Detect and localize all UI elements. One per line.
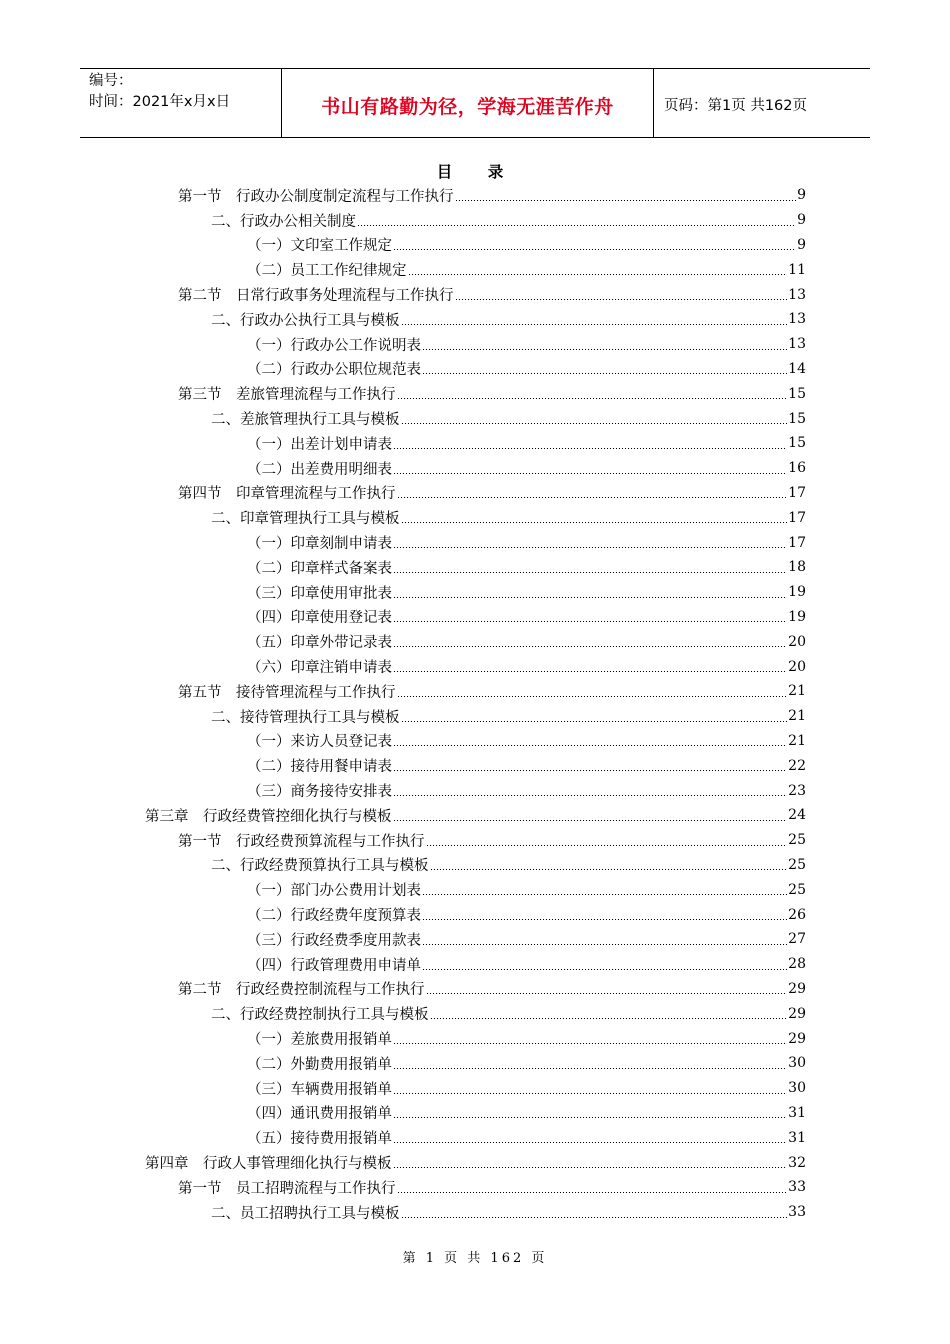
toc-dot-leader: [393, 572, 787, 573]
toc-entry-title: （一）印章刻制申请表: [247, 536, 392, 553]
toc-dot-leader: [422, 349, 787, 350]
toc-entry-title: （二）接待用餐申请表: [247, 759, 392, 776]
toc-entry-title: 第三章 行政经费管控细化执行与模板: [145, 808, 392, 825]
toc-entry[interactable]: [247, 357, 806, 382]
toc-entry-page: 25: [788, 881, 806, 898]
toc-entry-page: 9: [797, 212, 806, 229]
toc-entry-title: （二）行政办公职位规范表: [247, 362, 421, 379]
toc-dot-leader: [397, 497, 788, 498]
toc-dot-leader: [430, 869, 788, 870]
toc-entry[interactable]: [247, 555, 806, 580]
toc-entry-title: （一）差旅费用报销单: [247, 1032, 392, 1049]
toc-entry-title: （五）接待费用报销单: [247, 1131, 392, 1148]
toc-entry-page: 31: [788, 1129, 806, 1146]
toc-entry-page: 25: [788, 856, 806, 873]
header-slogan: 书山有路勤为径，学海无涯苦作舟: [321, 95, 614, 118]
toc-entry-page: 30: [788, 1055, 806, 1072]
toc-entry-title: 第五节 接待管理流程与工作执行: [178, 684, 396, 701]
toc-dot-leader: [393, 1117, 787, 1118]
toc-entry[interactable]: [211, 406, 806, 431]
toc-entry[interactable]: [211, 1001, 806, 1026]
toc-entry-title: 二、行政经费控制执行工具与模板: [211, 1007, 429, 1024]
toc-entry[interactable]: [247, 952, 806, 977]
toc-entry-page: 31: [788, 1104, 806, 1121]
toc-dot-leader: [455, 200, 797, 201]
page-header: [80, 68, 870, 138]
header-meta: [80, 69, 282, 137]
toc-entry-page: 21: [788, 683, 806, 700]
toc-dot-leader: [401, 1217, 788, 1218]
toc-dot-leader: [408, 274, 788, 275]
toc-dot-leader: [393, 1093, 787, 1094]
toc-entry-page: 21: [788, 708, 806, 725]
toc-entry-page: 23: [788, 782, 806, 799]
toc-entry[interactable]: [178, 183, 806, 208]
toc-entry[interactable]: [178, 481, 806, 506]
toc-dot-leader: [393, 1167, 788, 1168]
toc-entry-page: 13: [788, 336, 806, 353]
toc-entry[interactable]: [211, 505, 806, 530]
toc-dot-leader: [393, 621, 787, 622]
toc-dot-leader: [401, 522, 788, 523]
toc-entry-title: 二、行政办公相关制度: [211, 213, 356, 230]
toc-entry-page: 16: [788, 460, 806, 477]
toc-entry-page: 28: [788, 956, 806, 973]
toc-entry-page: 29: [788, 1005, 806, 1022]
toc-dot-leader: [393, 646, 787, 647]
toc-entry-page: 24: [788, 807, 806, 824]
toc-entry[interactable]: [211, 1200, 806, 1225]
toc-dot-leader: [401, 324, 788, 325]
toc-entry[interactable]: [178, 679, 806, 704]
toc-entry[interactable]: [247, 654, 806, 679]
toc-dot-leader: [455, 299, 788, 300]
toc-entry-title: （一）出差计划申请表: [247, 436, 392, 453]
toc-entry[interactable]: [247, 1101, 806, 1126]
toc-entry[interactable]: [247, 431, 806, 456]
toc-entry-title: （六）印章注销申请表: [247, 660, 392, 677]
toc-entry-title: （三）行政经费季度用款表: [247, 932, 421, 949]
toc-entry-title: （一）部门办公费用计划表: [247, 883, 421, 900]
header-page-info: 页码：第1页 共162页: [664, 98, 808, 114]
toc-entry-page: 13: [788, 311, 806, 328]
toc-entry-page: 30: [788, 1080, 806, 1097]
toc-entry-title: 第一节 行政经费预算流程与工作执行: [178, 833, 425, 850]
toc-entry-page: 27: [788, 931, 806, 948]
toc-entry-title: （三）印章使用审批表: [247, 585, 392, 602]
toc-entry-page: 17: [788, 509, 806, 526]
toc-dot-leader: [426, 845, 788, 846]
toc-dot-leader: [422, 373, 787, 374]
toc-entry-page: 22: [788, 757, 806, 774]
toc-entry[interactable]: [211, 208, 806, 233]
toc-entry[interactable]: [247, 778, 806, 803]
toc-entry-title: （五）印章外带记录表: [247, 635, 392, 652]
toc-entry[interactable]: [247, 877, 806, 902]
toc-dot-leader: [397, 1192, 788, 1193]
toc-entry-page: 21: [788, 732, 806, 749]
toc-entry-page: 17: [788, 484, 806, 501]
toc-entry-page: 32: [788, 1154, 806, 1171]
toc-entry-page: 20: [788, 658, 806, 675]
toc-entry-title: 二、印章管理执行工具与模板: [211, 511, 400, 528]
toc-entry-title: （二）外勤费用报销单: [247, 1056, 392, 1073]
toc-entry-title: 第一节 行政办公制度制定流程与工作执行: [178, 188, 454, 205]
toc-entry[interactable]: [178, 828, 806, 853]
toc-entry-title: 第四节 印章管理流程与工作执行: [178, 486, 396, 503]
toc-entry[interactable]: [247, 530, 806, 555]
toc-entry[interactable]: [211, 704, 806, 729]
toc-entry-page: 19: [788, 608, 806, 625]
toc-entry[interactable]: [178, 381, 806, 406]
header-slogan-cell: [282, 69, 654, 137]
toc-entry[interactable]: [247, 927, 806, 952]
toc-entry[interactable]: [247, 1026, 806, 1051]
toc-entry-page: 25: [788, 832, 806, 849]
toc-dot-leader: [393, 671, 787, 672]
toc-dot-leader: [393, 795, 787, 796]
toc-entry[interactable]: [211, 307, 806, 332]
toc-entry-title: 二、员工招聘执行工具与模板: [211, 1205, 400, 1222]
toc-dot-leader: [393, 448, 787, 449]
toc-entry-title: （三）车辆费用报销单: [247, 1081, 392, 1098]
toc-entry[interactable]: [178, 977, 806, 1002]
toc-entry-page: 18: [788, 559, 806, 576]
toc-dot-leader: [401, 721, 788, 722]
toc-entry-title: （四）行政管理费用申请单: [247, 957, 421, 974]
toc-entry[interactable]: [247, 456, 806, 481]
toc-dot-leader: [393, 1142, 787, 1143]
toc-dot-leader: [393, 597, 787, 598]
toc-entry-title: 第三节 差旅管理流程与工作执行: [178, 387, 396, 404]
toc-entry[interactable]: [247, 1125, 806, 1150]
toc-entry-page: 26: [788, 906, 806, 923]
toc-entry-page: 15: [788, 435, 806, 452]
toc-entry-title: 二、行政办公执行工具与模板: [211, 312, 400, 329]
toc-dot-leader: [357, 225, 796, 226]
toc-entry[interactable]: [247, 1076, 806, 1101]
toc-entry[interactable]: [145, 803, 806, 828]
toc-entry[interactable]: [145, 1150, 806, 1175]
toc-entry-page: 33: [788, 1179, 806, 1196]
toc-entry-page: 33: [788, 1204, 806, 1221]
toc-dot-leader: [393, 745, 787, 746]
toc-entry-title: （二）员工工作纪律规定: [247, 263, 407, 280]
toc-entry-title: （一）文印室工作规定: [247, 238, 392, 255]
toc-entry[interactable]: [247, 629, 806, 654]
toc-entry-title: 二、差旅管理执行工具与模板: [211, 412, 400, 429]
toc-dot-leader: [426, 993, 788, 994]
toc-entry[interactable]: [247, 902, 806, 927]
toc-entry-title: （二）行政经费年度预算表: [247, 908, 421, 925]
document-date-label: 时间：2021年x月x日: [89, 94, 231, 110]
toc-entry[interactable]: [211, 853, 806, 878]
toc-dot-leader: [430, 1018, 788, 1019]
toc-entry[interactable]: [247, 729, 806, 754]
toc-entry-title: （一）行政办公工作说明表: [247, 337, 421, 354]
toc-entry-title: 第一节 员工招聘流程与工作执行: [178, 1180, 396, 1197]
toc-entry-page: 11: [788, 261, 806, 278]
toc-entry-title: （四）印章使用登记表: [247, 610, 392, 627]
toc-entry-page: 19: [788, 584, 806, 601]
toc-entry[interactable]: [247, 1051, 806, 1076]
toc-entry-title: （一）来访人员登记表: [247, 734, 392, 751]
toc-entry-title: 第二节 日常行政事务处理流程与工作执行: [178, 288, 454, 305]
toc-dot-leader: [393, 820, 788, 821]
toc-entry[interactable]: [247, 605, 806, 630]
toc-entry[interactable]: [247, 257, 806, 282]
toc-dot-leader: [401, 423, 788, 424]
toc-dot-leader: [393, 1043, 787, 1044]
toc-dot-leader: [422, 894, 787, 895]
toc-dot-leader: [397, 398, 788, 399]
toc-dot-leader: [397, 696, 788, 697]
toc-entry-title: （三）商务接待安排表: [247, 784, 392, 801]
page-footer: 第 1 页 共 162 页: [402, 1251, 548, 1266]
toc-entry-page: 29: [788, 1030, 806, 1047]
toc-entry-page: 15: [788, 410, 806, 427]
toc-dot-leader: [393, 473, 787, 474]
toc-entry[interactable]: [247, 233, 806, 258]
toc-entry[interactable]: [247, 753, 806, 778]
toc-dot-leader: [393, 547, 787, 548]
toc-dot-leader: [422, 919, 787, 920]
toc-title: 目 录: [436, 162, 514, 181]
toc-dot-leader: [422, 969, 787, 970]
toc-entry-page: 9: [797, 187, 806, 204]
toc-entry-title: 第二节 行政经费控制流程与工作执行: [178, 982, 425, 999]
toc-entry-title: 二、行政经费预算执行工具与模板: [211, 858, 429, 875]
toc-entry-page: 17: [788, 534, 806, 551]
toc-entry-page: 15: [788, 385, 806, 402]
toc-entry-page: 29: [788, 980, 806, 997]
document-number-label: 编号：: [89, 73, 133, 89]
toc-entry-page: 13: [788, 286, 806, 303]
toc-entry[interactable]: [247, 332, 806, 357]
toc-dot-leader: [422, 944, 787, 945]
toc-entry[interactable]: [178, 282, 806, 307]
toc-entry-title: （二）出差费用明细表: [247, 461, 392, 478]
toc-dot-leader: [393, 249, 796, 250]
toc-entry-title: （四）通讯费用报销单: [247, 1106, 392, 1123]
toc-entry-title: 第四章 行政人事管理细化执行与模板: [145, 1156, 392, 1173]
toc-dot-leader: [393, 1068, 787, 1069]
toc-dot-leader: [393, 770, 787, 771]
toc-entry-title: （二）印章样式备案表: [247, 560, 392, 577]
toc-entry[interactable]: [247, 580, 806, 605]
toc-entry-page: 20: [788, 633, 806, 650]
toc-entry-title: 二、接待管理执行工具与模板: [211, 709, 400, 726]
toc-entry[interactable]: [178, 1175, 806, 1200]
toc-entry-page: 14: [788, 360, 806, 377]
toc-entry-page: 9: [797, 236, 806, 253]
